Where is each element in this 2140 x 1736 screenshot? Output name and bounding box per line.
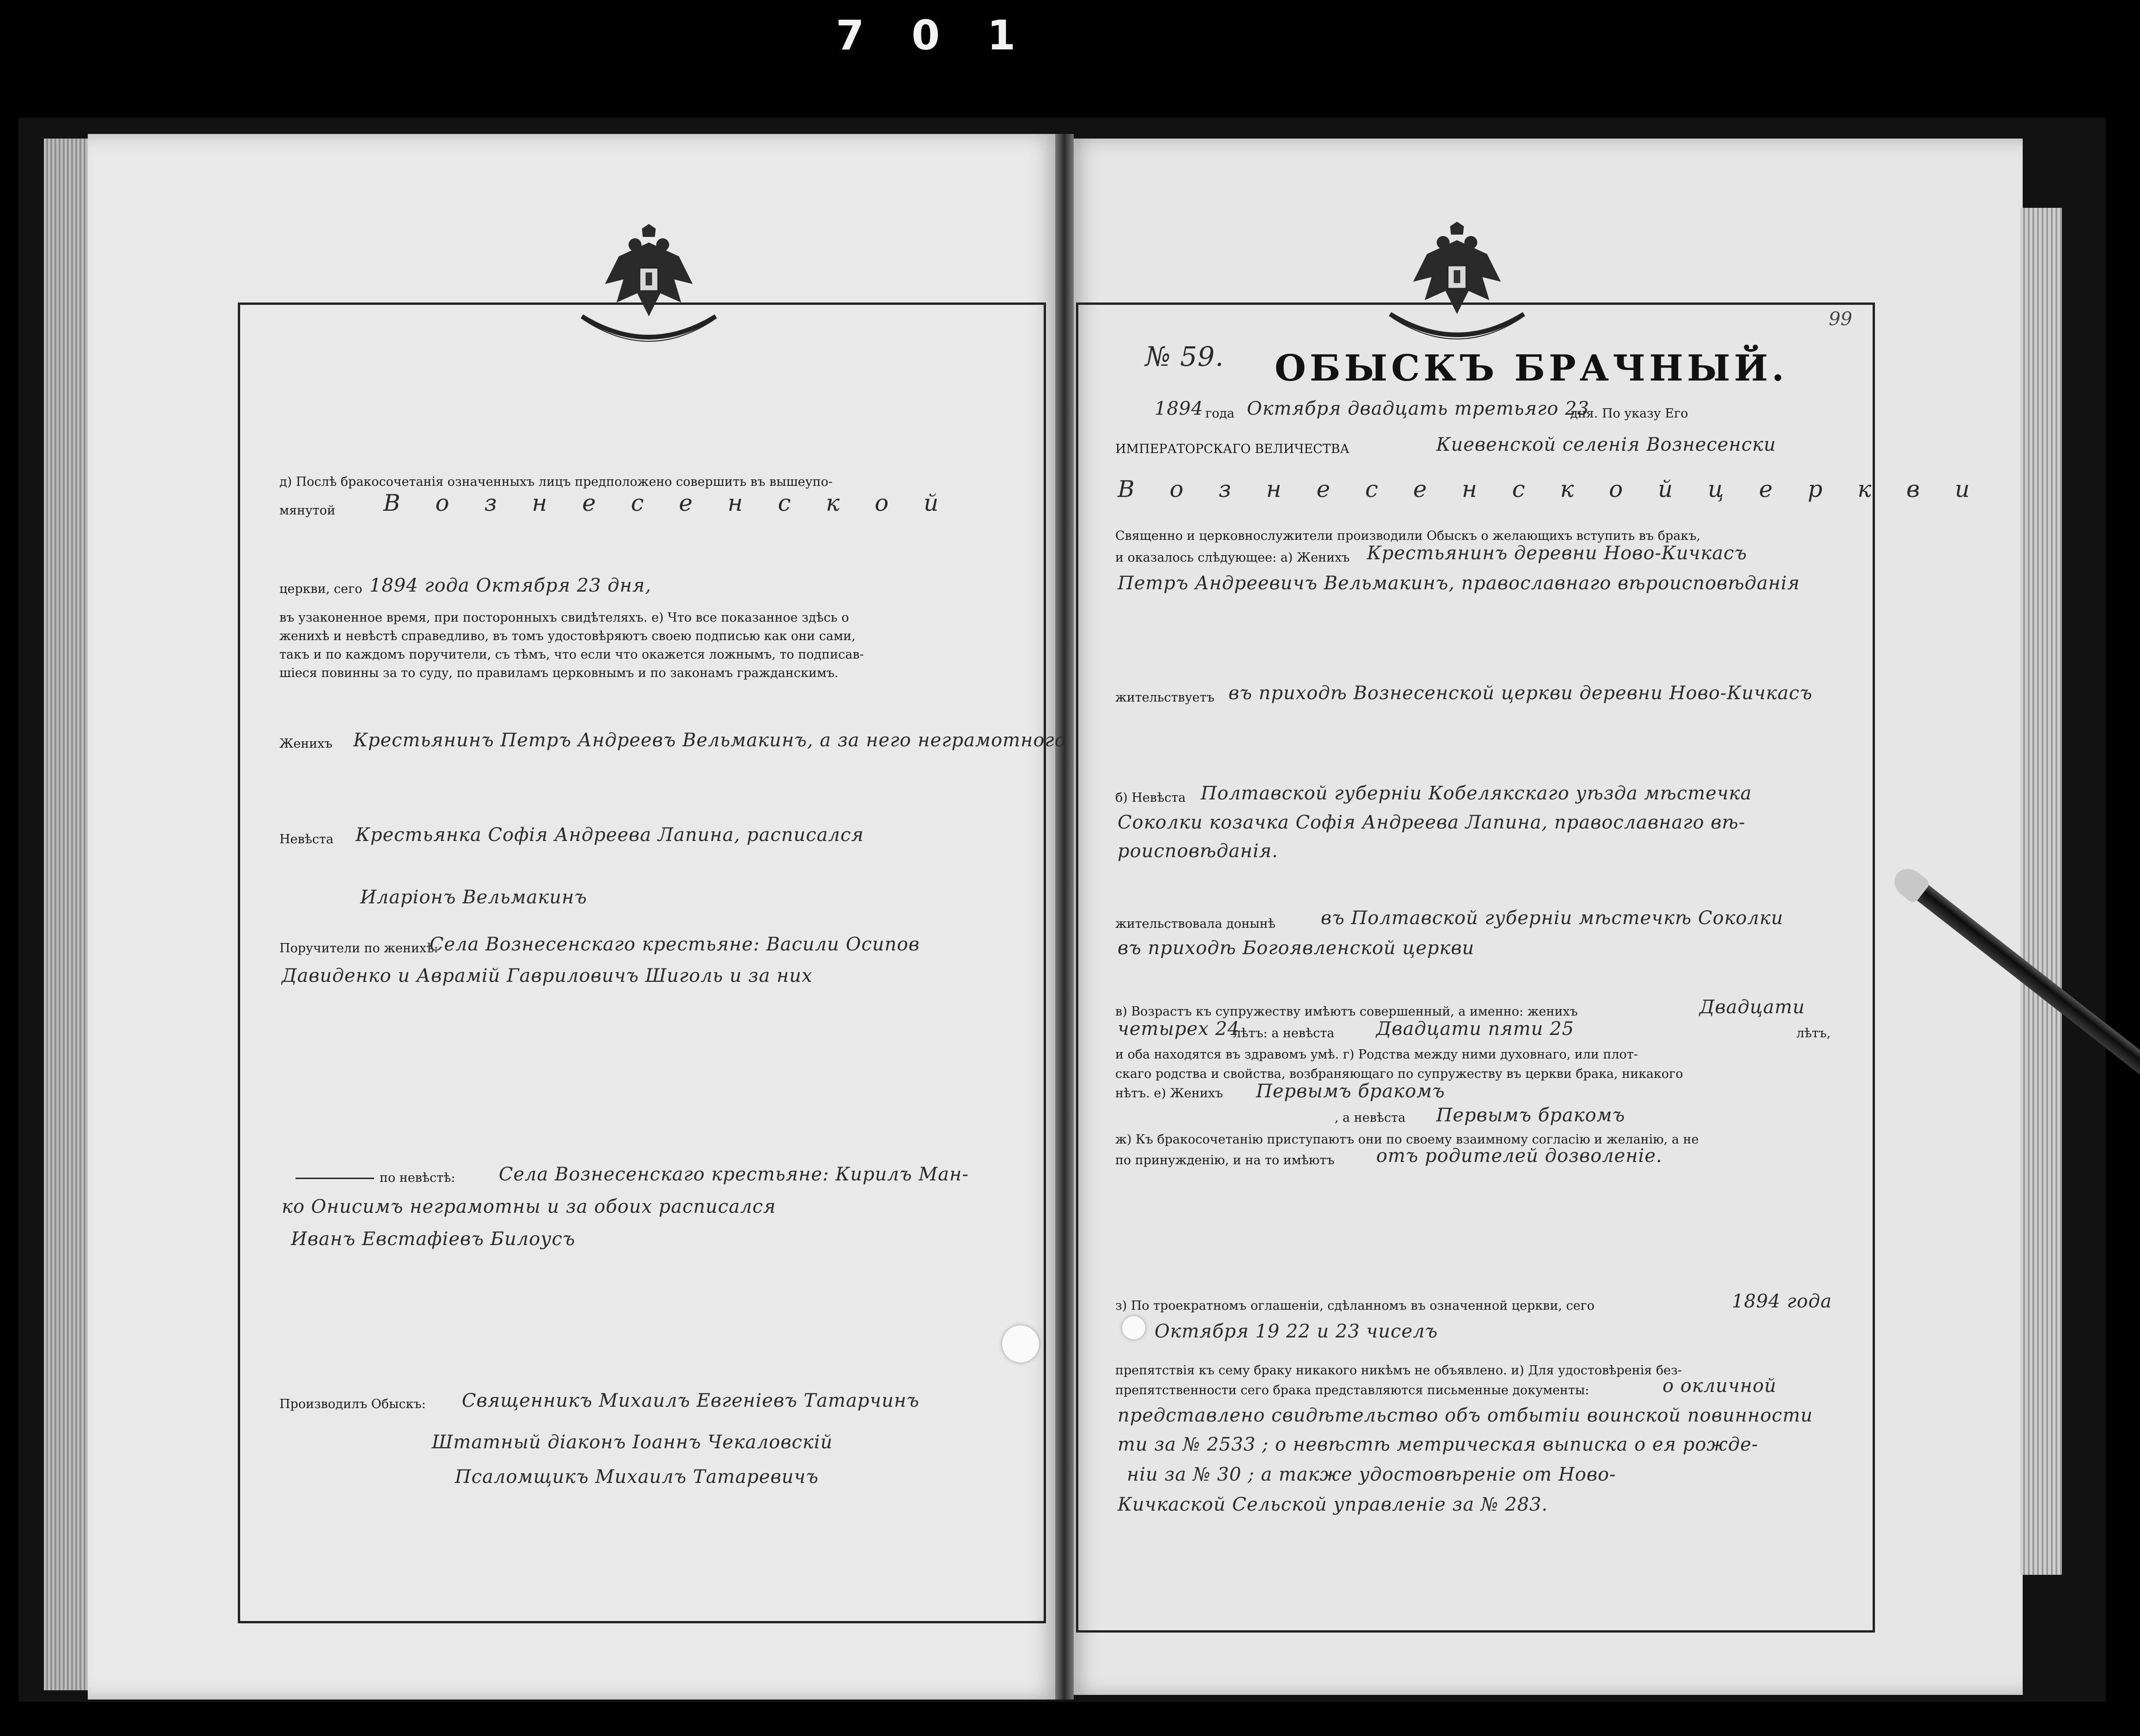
section-v-bride-age: Двадцати пяти 25 — [1376, 1018, 1574, 1040]
section-d-line4: въ узаконенное время, при посторонныхъ свидѣтеляхъ. е) Что все показанное здѣсь о — [279, 611, 849, 625]
groom-signature: Крестьянинъ Петръ Андреевъ Вельмакинъ, а за него неграмотного — [353, 730, 1066, 751]
groom-label: Женихъ — [279, 737, 332, 751]
intro-date: Октября двадцать третьяго 23 — [1247, 398, 1590, 419]
folio-number: 99 — [1829, 308, 1852, 330]
guarantors-bride-line2: ко Онисимъ неграмотны и за обоих расписался — [282, 1196, 776, 1217]
section-d-line2-printed: мянутой — [279, 503, 336, 518]
investigators-line3: Псаломщикъ Михаилъ Татаревичъ — [455, 1466, 819, 1488]
guarantors-groom-line2: Давиденко и Аврамій Гавриловичъ Шиголь и за них — [282, 965, 813, 986]
section-d-line1: д) Послѣ бракосочетанія означенныхъ лицъ предположено совершить въ вышеупо- — [279, 475, 833, 489]
section-v-groom-age-a: Двадцати — [1699, 997, 1805, 1018]
synodal-eagle-emblem-left — [573, 224, 725, 344]
book-gutter — [1055, 134, 1074, 1700]
investigators-line1: Священникъ Михаилъ Евгеніевъ Татарчинъ — [462, 1390, 919, 1411]
section-v-parental-consent: отъ родителей дозволеніе. — [1376, 1145, 1662, 1167]
section-d-line7: шіеся повинны за то суду, по правиламъ церковнымъ и по законамъ гражданскимъ. — [279, 666, 839, 680]
document-title: ОБЫСКЪ БРАЧНЫЙ. — [1275, 347, 1788, 389]
intro-groom-origin: Крестьянинъ деревни Ново-Кичкасъ — [1367, 543, 1747, 564]
section-v-groom-age-b: четырех 24 — [1118, 1018, 1240, 1040]
intro-groom-name: Петръ Андреевичъ Вельмакинъ, православнаго вѣроисповѣданія — [1118, 573, 1800, 594]
intro-printed-c: ИМПЕРАТОРСКАГО ВЕЛИЧЕСТВА — [1115, 442, 1350, 456]
section-d-line6: такъ и по каждомъ поручители, съ тѣмъ, что если что окажется ложнымъ, то подписав- — [279, 647, 864, 662]
section-z-documents-c: ти за № 2533 ; о невѣстѣ метрическая выписка о ея рожде- — [1118, 1434, 1759, 1455]
bride-origin-line1: Полтавской губерніи Кобелякскаго уѣзда мѣстечка — [1201, 783, 1752, 804]
intro-church: В о з н е с е н с к о й ц е р к в и — [1118, 476, 1984, 502]
intro-year: 1894 — [1155, 398, 1203, 419]
section-v-line8: по принужденію, и на то имѣютъ — [1115, 1153, 1335, 1167]
section-d-date: 1894 года Октября 23 дня, — [369, 575, 652, 596]
section-z-line3: препятствія къ сему браку никакого никѣмъ не объявлено. и) Для удостовѣренія без- — [1115, 1363, 1682, 1378]
section-z-documents-b: представлено свидѣтельство объ отбытіи воинской повинности — [1118, 1405, 1813, 1426]
section-v-line1: в) Возрастъ къ супружеству имѣютъ совершенный, а именно: женихъ — [1115, 1004, 1578, 1019]
section-z-line1: з) По троекратномъ оглашеніи, сдѣланномъ въ означенной церкви, сего — [1115, 1299, 1595, 1313]
section-z-documents-d: ніи за № 30 ; а также удостовѣреніе от Ново- — [1127, 1464, 1616, 1485]
bride-residence-label: жительствовала донынѣ — [1115, 917, 1276, 931]
section-d-church-name: В о з н е с е н с к о й — [383, 490, 953, 516]
paper-damage-spot — [1002, 1325, 1039, 1362]
section-v-line4: скаго родства и свойства, возбраняющаго по супружеству въ церкви брака, никакого — [1115, 1067, 1683, 1081]
section-v-groom-marriage: Первымъ бракомъ — [1256, 1081, 1445, 1102]
section-v-line2-printed-b: лѣтъ, — [1796, 1026, 1831, 1040]
page-edges-left — [44, 139, 95, 1690]
bride-section-label: б) Невѣста — [1115, 791, 1186, 805]
investigators-label: Производилъ Обыскъ: — [279, 1397, 426, 1411]
section-z-documents-a: о окличной — [1662, 1375, 1777, 1397]
bride-origin-line2: Соколки козачка Софія Андреева Лапина, православнаго вѣ- — [1118, 812, 1746, 833]
synodal-eagle-emblem-right — [1381, 222, 1533, 342]
section-z-year: 1894 года — [1732, 1291, 1832, 1312]
guarantors-groom-label: Поручители по женихѣ: — [279, 941, 438, 956]
investigators-line2: Штатный діаконъ Іоаннъ Чекаловскій — [432, 1432, 833, 1453]
bride-signature-line1: Крестьянка Софія Андреева Лапина, расписался — [356, 824, 864, 846]
bride-label: Невѣста — [279, 832, 334, 847]
intro-printed-e: и оказалось слѣдующее: а) Женихъ — [1115, 550, 1350, 565]
section-v-line2-printed-a: лѣтъ: а невѣста — [1233, 1026, 1335, 1040]
paper-damage-spot-right — [1122, 1316, 1145, 1339]
section-z-documents-e: Кичкаской Сельской управленіе за № 283. — [1118, 1494, 1548, 1515]
guarantors-bride-line1: Села Вознесенскаго крестьяне: Кирилъ Ман- — [499, 1164, 969, 1185]
intro-printed-a: года — [1205, 406, 1235, 421]
section-z-line4: препятственности сего брака представляются письменные документы: — [1115, 1383, 1590, 1397]
record-number: № 59. — [1145, 341, 1224, 372]
intro-place: Киевенской селенія Вознесенски — [1436, 434, 1776, 455]
section-z-dates: Октября 19 22 и 23 чиселъ — [1155, 1321, 1438, 1342]
guarantors-groom-line1: Села Вознесенскаго крестьяне: Васили Осипов — [429, 934, 920, 955]
guarantors-bride-line3: Иванъ Евстафіевъ Билоусъ — [291, 1228, 575, 1250]
page-edges-right — [2020, 208, 2062, 1575]
section-d-line3-printed: церкви, сего — [279, 582, 363, 596]
section-v-line7: ж) Къ бракосочетанію приступаютъ они по своему взаимному согласію и желанію, а не — [1115, 1132, 1699, 1147]
section-v-bride-marriage: Первымъ бракомъ — [1436, 1105, 1626, 1126]
section-v-line6: , а невѣста — [1335, 1111, 1406, 1125]
film-frame-label: 7 0 1 — [836, 12, 1032, 59]
bride-signature-line2: Иларіонъ Вельмакинъ — [360, 887, 587, 908]
section-v-line5: нѣтъ. е) Женихъ — [1115, 1086, 1223, 1101]
section-v-line3: и оба находятся въ здравомъ умѣ. г) Родства между ними духовнаго, или плот- — [1115, 1047, 1638, 1062]
bride-residence-line2: въ приходѣ Богоявленской церкви — [1118, 938, 1475, 959]
intro-printed-d: Священно и церковнослужители производили Обыскъ о желающихъ вступить въ бракъ, — [1115, 529, 1701, 543]
intro-printed-b: дня. По указу Его — [1570, 406, 1688, 421]
groom-residence-label: жительствуетъ — [1115, 690, 1215, 705]
bride-origin-line3: роисповѣданія. — [1118, 841, 1278, 862]
bride-residence-line1: въ Полтавской губерніи мѣстечкѣ Соколки — [1321, 907, 1783, 929]
guarantors-bride-label — [296, 1171, 455, 1185]
guarantors-bride-label-text: по невѣстѣ: — [380, 1171, 455, 1185]
groom-residence: въ приходѣ Вознесенской церкви деревни Ново-Кичкасъ — [1228, 683, 1813, 704]
section-d-line5: женихѣ и невѣстѣ справедливо, въ томъ удостовѣряютъ своею подписью как они сами, — [279, 629, 856, 643]
